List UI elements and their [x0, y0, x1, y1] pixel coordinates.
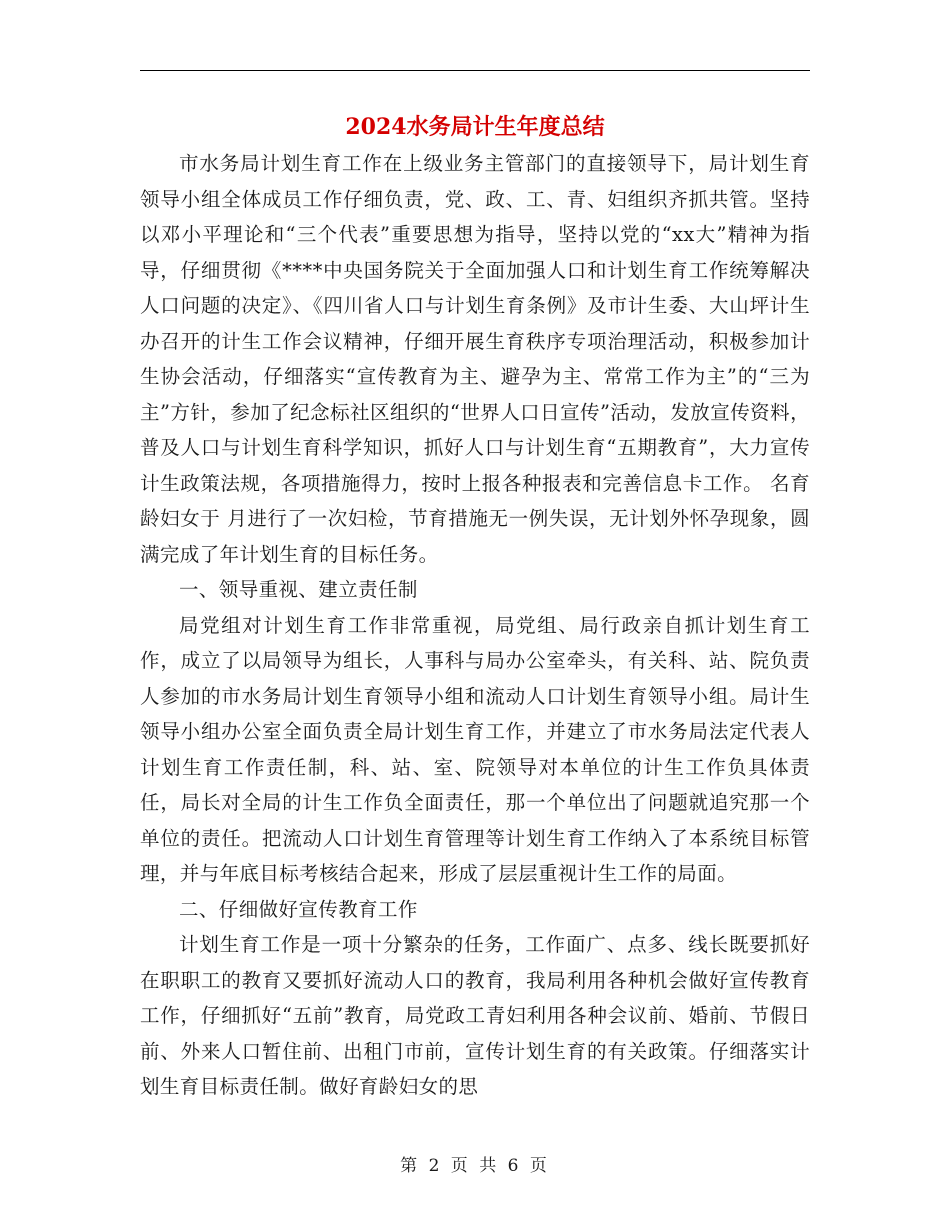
paragraph-leadership: 局党组对计划生育工作非常重视，局党组、局行政亲自抓计划生育工作，成立了以局领导为组长，人事科与局办公室牵头，有关科、站、院负责人参加的市水务局计划生育领导小组和流动人口计划生育领导小组。局计生领导小组办公室全面负责全局计划生育工作，并建立了市水务局法定代表人计划生育工作责任制，科、站、室、院领导对本单位的计生工作负具体责任，局长对全局的计生工作负全面责任，那一个单位出了问题就追究那一个单位的责任。把流动人口计划生育管理等计划生育工作纳入了本系统目标管理，并与年底目标考核结合起来，形成了层层重视计生工作的局面。: [140, 613, 810, 885]
document-body: [140, 146, 810, 1105]
header-rule: [140, 70, 810, 71]
paragraph-intro: 市水务局计划生育工作在上级业务主管部门的直接领导下，局计划生育领导小组全体成员工作仔细负责，党、政、工、青、妇组织齐抓共管。坚持以邓小平理论和“三个代表”重要思想为指导，坚持以党的“xx大”精神为指导，仔细贯彻《****中央国务院关于全面加强人口和计划生育工作统筹解决人口问题的决定》、《四川省人口与计划生育条例》及市计生委、大山坪计生办召开的计生工作会议精神，仔细开展生育秩序专项治理活动，积极参加计生协会活动，仔细落实“宣传教育为主、避孕为主、常常工作为主”的“三为主”方针，参加了纪念标社区组织的“世界人口日宣传”活动，发放宣传资料，普及人口与计划生育科学知识，抓好人口与计划生育“五期教育”，大力宣传计生政策法规，各项措施得力，按时上报各种报表和完善信息卡工作。 名育龄妇女于 月进行了一次妇检，节育措施无一例失误，无计划外怀孕现象，圆满完成了年计划生育的目标任务。: [140, 152, 810, 566]
page-number-footer: 第 2 页 共 6 页: [400, 1156, 550, 1176]
paragraph-publicity: 计划生育工作是一项十分繁杂的任务，工作面广、点多、线长既要抓好在职职工的教育又要抓好流动人口的教育，我局利用各种机会做好宣传教育工作，仔细抓好“五前”教育，局党政工青妇利用各种会议前、婚前、节假日前、外来人口暂住前、出租门市前，宣传计划生育的有关政策。仔细落实计划生育目标责任制。做好育龄妇女的思: [140, 933, 810, 1098]
document-title: 2024水务局计生年度总结: [345, 114, 605, 140]
section-heading-2: 二、仔细做好宣传教育工作: [179, 897, 418, 921]
section-heading-1: 一、领导重视、建立责任制: [179, 578, 418, 601]
